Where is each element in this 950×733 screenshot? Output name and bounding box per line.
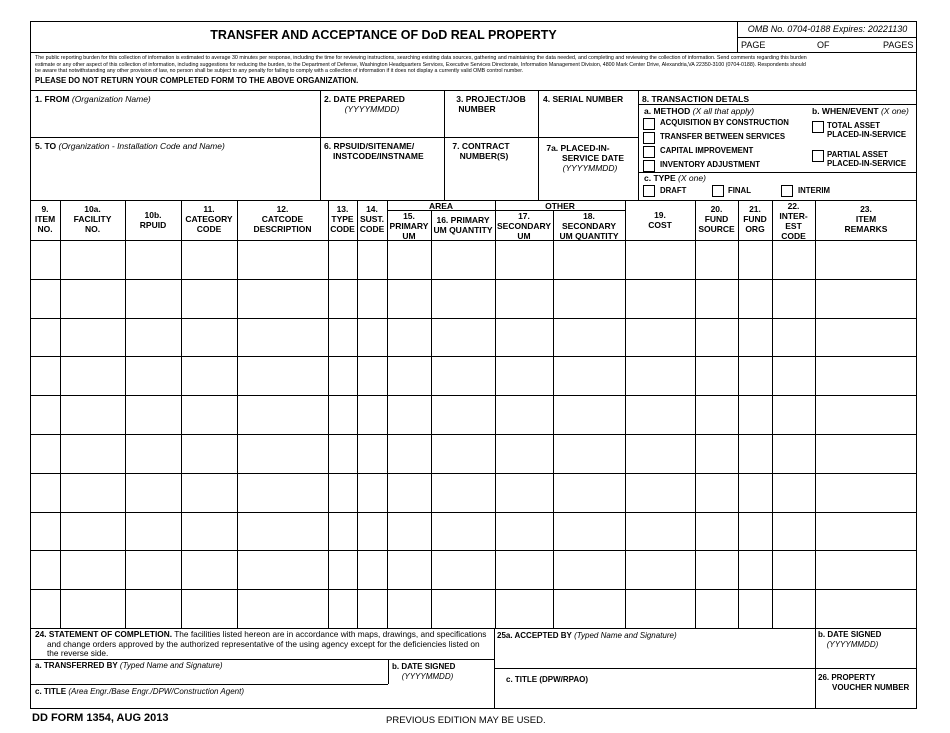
method-label: a. METHOD (X all that apply) — [644, 106, 755, 116]
placed-in-service-label-1: 7a. PLACED-IN- — [546, 143, 610, 153]
partial-asset-label-2: PLACED-IN-SERVICE — [827, 159, 907, 168]
table-cell[interactable] — [740, 397, 770, 432]
table-cell[interactable] — [627, 397, 693, 432]
table-cell[interactable] — [239, 242, 326, 277]
table-cell[interactable] — [183, 358, 235, 393]
table-cell[interactable] — [774, 591, 813, 626]
table-cell[interactable] — [740, 591, 770, 626]
table-cell[interactable] — [62, 358, 123, 393]
table-cell[interactable] — [627, 514, 693, 549]
col-23-header: 23. ITEM REMARKS — [844, 204, 888, 234]
rpsuid-label-2: INSTCODE/INSTNAME — [333, 151, 424, 161]
table-cell[interactable] — [330, 320, 355, 355]
form-title: TRANSFER AND ACCEPTANCE OF DoD REAL PROPERTY — [210, 28, 557, 42]
voucher-label-2: VOUCHER NUMBER — [832, 683, 910, 692]
table-cell[interactable] — [817, 397, 915, 432]
col-20-header: 20. FUND SOURCE — [698, 204, 735, 234]
table-cell[interactable] — [330, 281, 355, 316]
table-cell[interactable] — [627, 242, 693, 277]
accepted-by-field[interactable]: 25a. ACCEPTED BY (Typed Name and Signature) — [497, 631, 677, 640]
col-21-header: 21. FUND ORG — [743, 204, 767, 234]
col-13-header: 13. TYPE CODE — [330, 204, 355, 234]
table-cell[interactable] — [239, 552, 326, 587]
table-cell[interactable] — [389, 552, 429, 587]
table-cell[interactable] — [497, 397, 551, 432]
transaction-details-title: 8. TRANSACTION DETALS — [642, 94, 750, 104]
table-cell[interactable] — [330, 397, 355, 432]
method-checkbox-acquisition[interactable] — [643, 118, 655, 130]
table-cell[interactable] — [32, 358, 58, 393]
placed-in-service-label-2: SERVICE DATE — [561, 153, 625, 163]
table-cell[interactable] — [433, 514, 493, 549]
col-9-header: 9. ITEM NO. — [34, 204, 56, 234]
table-cell[interactable] — [740, 436, 770, 471]
table-cell[interactable] — [62, 242, 123, 277]
table-cell[interactable] — [127, 552, 179, 587]
table-cell[interactable] — [389, 358, 429, 393]
contract-label-1: 7. CONTRACT — [452, 141, 510, 151]
method-acquisition-label: ACQUISITION BY CONSTRUCTION — [660, 118, 789, 127]
table-cell[interactable] — [183, 591, 235, 626]
table-cell[interactable] — [433, 358, 493, 393]
table-cell[interactable] — [697, 475, 736, 510]
table-cell[interactable] — [740, 242, 770, 277]
transferor-title-field[interactable]: c. TITLE (Area Engr./Base Engr./DPW/Construction Agent) — [35, 687, 244, 696]
table-cell[interactable] — [32, 281, 58, 316]
col-10a-header: 10a. FACILITY NO. — [73, 204, 112, 234]
table-cell[interactable] — [433, 242, 493, 277]
table-cell[interactable] — [32, 514, 58, 549]
table-cell[interactable] — [740, 358, 770, 393]
contract-label-2: NUMBER(S) — [459, 151, 509, 161]
table-cell[interactable] — [817, 552, 915, 587]
project-label-2: NUMBER — [458, 104, 496, 114]
table-cell[interactable] — [774, 281, 813, 316]
table-cell[interactable] — [62, 436, 123, 471]
transferred-by-field[interactable]: a. TRANSFERRED BY (Typed Name and Signature) — [35, 661, 223, 670]
area-header: AREA — [428, 201, 454, 211]
table-cell[interactable] — [627, 436, 693, 471]
table-cell[interactable] — [330, 475, 355, 510]
table-cell[interactable] — [555, 320, 623, 355]
table-cell[interactable] — [239, 281, 326, 316]
col-17-header: 17. SECONDARY UM — [497, 211, 551, 241]
acceptor-date-format: (YYYYMMDD) — [826, 640, 879, 649]
table-cell[interactable] — [627, 320, 693, 355]
col-16-header: 16. PRIMARY UM QUANTITY — [433, 215, 493, 235]
table-cell[interactable] — [740, 320, 770, 355]
table-cell[interactable] — [389, 514, 429, 549]
table-cell[interactable] — [774, 242, 813, 277]
method-checkbox-transfer[interactable] — [643, 132, 655, 144]
table-cell[interactable] — [497, 514, 551, 549]
table-cell[interactable] — [774, 320, 813, 355]
table-cell[interactable] — [433, 475, 493, 510]
voucher-label-1: 26. PROPERTY — [818, 673, 876, 682]
method-checkbox-inventory[interactable] — [643, 160, 655, 172]
burden-line-3: be aware that notwithstanding any other provision of law, no person shall be subject to any penalty for failing to comply with a collection of information if it does not display a currently valid OMB control number. — [35, 68, 524, 74]
placed-in-service-format: (YYYYMMDD) — [562, 163, 618, 173]
table-cell[interactable] — [359, 242, 385, 277]
to-field[interactable] — [35, 141, 225, 151]
table-cell[interactable] — [239, 320, 326, 355]
table-cell[interactable] — [32, 475, 58, 510]
table-cell[interactable] — [697, 242, 736, 277]
date-prepared-format: (YYYYMMDD) — [344, 104, 400, 114]
table-cell[interactable] — [697, 436, 736, 471]
table-cell[interactable] — [32, 436, 58, 471]
table-cell[interactable] — [774, 436, 813, 471]
table-cell[interactable] — [239, 436, 326, 471]
method-checkbox-capital[interactable] — [643, 146, 655, 158]
from-field[interactable] — [35, 94, 151, 104]
partial-asset-label-1: PARTIAL ASSET — [827, 150, 888, 159]
table-cell[interactable] — [389, 281, 429, 316]
col-19-header: 19. COST — [648, 210, 672, 230]
burden-line-1: The public reporting burden for this collection of information is estimated to average 30 minutes per response, including the time for reviewing instructions, searching existing data sources, gathering and maintaining the data needed, and completing and reviewing the collection of information. Send comments regarding this burden — [35, 55, 807, 61]
table-cell[interactable] — [697, 358, 736, 393]
table-cell[interactable] — [32, 320, 58, 355]
col-11-header: 11. CATEGORY CODE — [185, 204, 233, 234]
table-cell[interactable] — [62, 552, 123, 587]
table-cell[interactable] — [62, 514, 123, 549]
table-cell[interactable] — [697, 320, 736, 355]
form-number: DD FORM 1354, AUG 2013 — [32, 712, 169, 724]
table-cell[interactable] — [497, 475, 551, 510]
table-cell[interactable] — [627, 475, 693, 510]
col-10b-header: 10b. RPUID — [139, 210, 167, 230]
project-label-1: 3. PROJECT/JOB — [456, 94, 526, 104]
type-checkbox-interim[interactable] — [781, 185, 793, 197]
table-cell[interactable] — [330, 591, 355, 626]
to-label: 5. TO — [35, 141, 57, 151]
table-cell[interactable] — [497, 242, 551, 277]
table-cell[interactable] — [774, 552, 813, 587]
table-cell[interactable] — [330, 436, 355, 471]
table-cell[interactable] — [330, 242, 355, 277]
table-cell[interactable] — [127, 358, 179, 393]
placed-in-service-field[interactable] — [539, 175, 637, 199]
date-prepared-field[interactable] — [321, 116, 443, 136]
table-cell[interactable] — [433, 436, 493, 471]
table-cell[interactable] — [183, 281, 235, 316]
table-cell[interactable] — [183, 397, 235, 432]
table-cell[interactable] — [627, 552, 693, 587]
table-cell[interactable] — [433, 281, 493, 316]
table-cell[interactable] — [433, 320, 493, 355]
table-cell[interactable] — [774, 514, 813, 549]
table-cell[interactable] — [183, 320, 235, 355]
table-cell[interactable] — [127, 514, 179, 549]
table-cell[interactable] — [389, 591, 429, 626]
when-event-label: b. WHEN/EVENT (X one) — [812, 106, 909, 116]
omb-number: OMB No. 0704-0188 Expires: 20221130 — [747, 24, 908, 34]
statement-of-completion: 24. STATEMENT OF COMPLETION. The facilities listed hereon are in accordance with maps, drawings, and specifications and change orders approved by the authorized representative of the using agency except for the deficiencies listed on the reverse side. — [35, 629, 487, 659]
table-cell[interactable] — [555, 358, 623, 393]
table-cell[interactable] — [817, 475, 915, 510]
table-cell[interactable] — [127, 591, 179, 626]
table-cell[interactable] — [239, 591, 326, 626]
type-checkbox-draft[interactable] — [643, 185, 655, 197]
table-cell[interactable] — [555, 475, 623, 510]
page-label: PAGE — [741, 40, 766, 50]
table-cell[interactable] — [127, 436, 179, 471]
table-cell[interactable] — [555, 514, 623, 549]
table-cell[interactable] — [127, 242, 179, 277]
to-hint: (Organization - Installation Code and Name) — [58, 141, 225, 151]
total-asset-label-1: TOTAL ASSET — [827, 121, 880, 130]
type-interim-label: INTERIM — [798, 186, 831, 195]
rpsuid-label-1: 6. RPSUID/SITENAME/ — [324, 141, 415, 151]
table-cell[interactable] — [497, 436, 551, 471]
table-cell[interactable] — [32, 591, 58, 626]
table-cell[interactable] — [62, 397, 123, 432]
table-cell[interactable] — [330, 514, 355, 549]
table-cell[interactable] — [740, 475, 770, 510]
table-cell[interactable] — [239, 514, 326, 549]
col-15-header: 15. PRIMARY UM — [389, 211, 429, 241]
table-cell[interactable] — [183, 514, 235, 549]
other-header: OTHER — [545, 201, 575, 211]
col-18-header: 18. SECONDARY UM QUANTITY — [559, 211, 619, 241]
table-cell[interactable] — [433, 397, 493, 432]
table-cell[interactable] — [497, 320, 551, 355]
table-cell[interactable] — [330, 552, 355, 587]
table-cell[interactable] — [359, 358, 385, 393]
col-14-header: 14. SUST. CODE — [359, 204, 385, 234]
table-cell[interactable] — [183, 436, 235, 471]
total-asset-label-2: PLACED-IN-SERVICE — [827, 130, 907, 139]
table-cell[interactable] — [555, 281, 623, 316]
table-cell[interactable] — [774, 397, 813, 432]
table-cell[interactable] — [239, 397, 326, 432]
table-cell[interactable] — [359, 475, 385, 510]
table-cell[interactable] — [697, 281, 736, 316]
col-22-header: 22. INTER- EST CODE — [779, 201, 808, 241]
pages-label: PAGES — [883, 40, 914, 50]
table-cell[interactable] — [555, 397, 623, 432]
table-cell[interactable] — [433, 552, 493, 587]
method-transfer-label: TRANSFER BETWEEN SERVICES — [660, 132, 786, 141]
table-cell[interactable] — [817, 436, 915, 471]
table-cell[interactable] — [497, 591, 551, 626]
table-cell[interactable] — [555, 436, 623, 471]
table-cell[interactable] — [62, 281, 123, 316]
table-cell[interactable] — [62, 475, 123, 510]
table-cell[interactable] — [774, 475, 813, 510]
contract-field[interactable] — [445, 163, 537, 199]
table-cell[interactable] — [697, 591, 736, 626]
table-cell[interactable] — [555, 242, 623, 277]
table-cell[interactable] — [740, 552, 770, 587]
table-cell[interactable] — [183, 552, 235, 587]
table-cell[interactable] — [697, 514, 736, 549]
table-cell[interactable] — [627, 281, 693, 316]
table-cell[interactable] — [127, 475, 179, 510]
type-final-label: FINAL — [728, 186, 751, 195]
serial-number-label: 4. SERIAL NUMBER — [543, 94, 624, 104]
table-cell[interactable] — [330, 358, 355, 393]
table-cell[interactable] — [239, 475, 326, 510]
rpsuid-field[interactable] — [321, 163, 443, 199]
acceptor-title-field[interactable]: c. TITLE (DPW/RPAO) — [506, 675, 589, 684]
table-cell[interactable] — [697, 552, 736, 587]
table-cell[interactable] — [239, 358, 326, 393]
table-cell[interactable] — [359, 281, 385, 316]
serial-number-field[interactable] — [539, 106, 637, 136]
from-hint: (Organization Name) — [71, 94, 151, 104]
table-cell[interactable] — [359, 514, 385, 549]
table-cell[interactable] — [389, 475, 429, 510]
table-cell[interactable] — [817, 242, 915, 277]
table-cell[interactable] — [817, 281, 915, 316]
when-checkbox-partial[interactable] — [812, 150, 824, 162]
type-checkbox-final[interactable] — [712, 185, 724, 197]
table-cell[interactable] — [127, 320, 179, 355]
table-cell[interactable] — [127, 281, 179, 316]
of-label: OF — [817, 40, 830, 50]
table-cell[interactable] — [497, 358, 551, 393]
col-12-header: 12. CATCODE DESCRIPTION — [253, 204, 312, 234]
table-cell[interactable] — [389, 320, 429, 355]
table-cell[interactable] — [433, 591, 493, 626]
table-cell[interactable] — [183, 242, 235, 277]
table-cell[interactable] — [555, 552, 623, 587]
table-cell[interactable] — [817, 320, 915, 355]
table-cell[interactable] — [62, 320, 123, 355]
table-cell[interactable] — [774, 358, 813, 393]
table-cell[interactable] — [32, 552, 58, 587]
burden-line-2: estimate or any other aspect of this collection of information, including suggestions for reducing the burden, to the Department of Defense, Washington Headquarters Services, Executive Services Directorate, Information Management Division, 4800 Mark Center Drive, Alexandria,VA 22350-3100 (0704-0188). Respondents should — [35, 61, 806, 68]
table-cell[interactable] — [497, 281, 551, 316]
method-inventory-label: INVENTORY ADJUSTMENT — [660, 160, 761, 169]
table-cell[interactable] — [627, 358, 693, 393]
table-cell[interactable] — [817, 591, 915, 626]
method-capital-label: CAPITAL IMPROVEMENT — [660, 146, 754, 155]
table-cell[interactable] — [817, 514, 915, 549]
table-cell[interactable] — [32, 397, 58, 432]
do-not-return-notice: PLEASE DO NOT RETURN YOUR COMPLETED FORM TO THE ABOVE ORGANIZATION. — [35, 76, 359, 85]
table-cell[interactable] — [497, 552, 551, 587]
table-cell[interactable] — [359, 436, 385, 471]
table-cell[interactable] — [183, 475, 235, 510]
table-cell[interactable] — [740, 514, 770, 549]
date-signed-label: b. DATE SIGNED — [392, 662, 456, 671]
previous-edition-note: PREVIOUS EDITION MAY BE USED. — [386, 715, 546, 726]
table-cell[interactable] — [32, 242, 58, 277]
type-label: c. TYPE (X one) — [644, 173, 706, 183]
table-cell[interactable] — [697, 397, 736, 432]
table-cell[interactable] — [359, 320, 385, 355]
table-cell[interactable] — [389, 397, 429, 432]
when-checkbox-total[interactable] — [812, 121, 824, 133]
table-cell[interactable] — [359, 552, 385, 587]
table-cell[interactable] — [627, 591, 693, 626]
table-cell[interactable] — [389, 242, 429, 277]
table-cell[interactable] — [817, 358, 915, 393]
table-cell[interactable] — [740, 281, 770, 316]
table-cell[interactable] — [127, 397, 179, 432]
date-signed-format: (YYYYMMDD) — [401, 672, 454, 681]
from-label: 1. FROM — [35, 94, 70, 104]
table-cell[interactable] — [359, 397, 385, 432]
table-cell[interactable] — [389, 436, 429, 471]
table-cell[interactable] — [555, 591, 623, 626]
table-cell[interactable] — [359, 591, 385, 626]
type-draft-label: DRAFT — [660, 186, 687, 195]
project-field[interactable] — [445, 116, 537, 136]
table-cell[interactable] — [62, 591, 123, 626]
acceptor-date-signed-label: b. DATE SIGNED — [818, 630, 882, 639]
date-prepared-label: 2. DATE PREPARED — [324, 94, 405, 104]
